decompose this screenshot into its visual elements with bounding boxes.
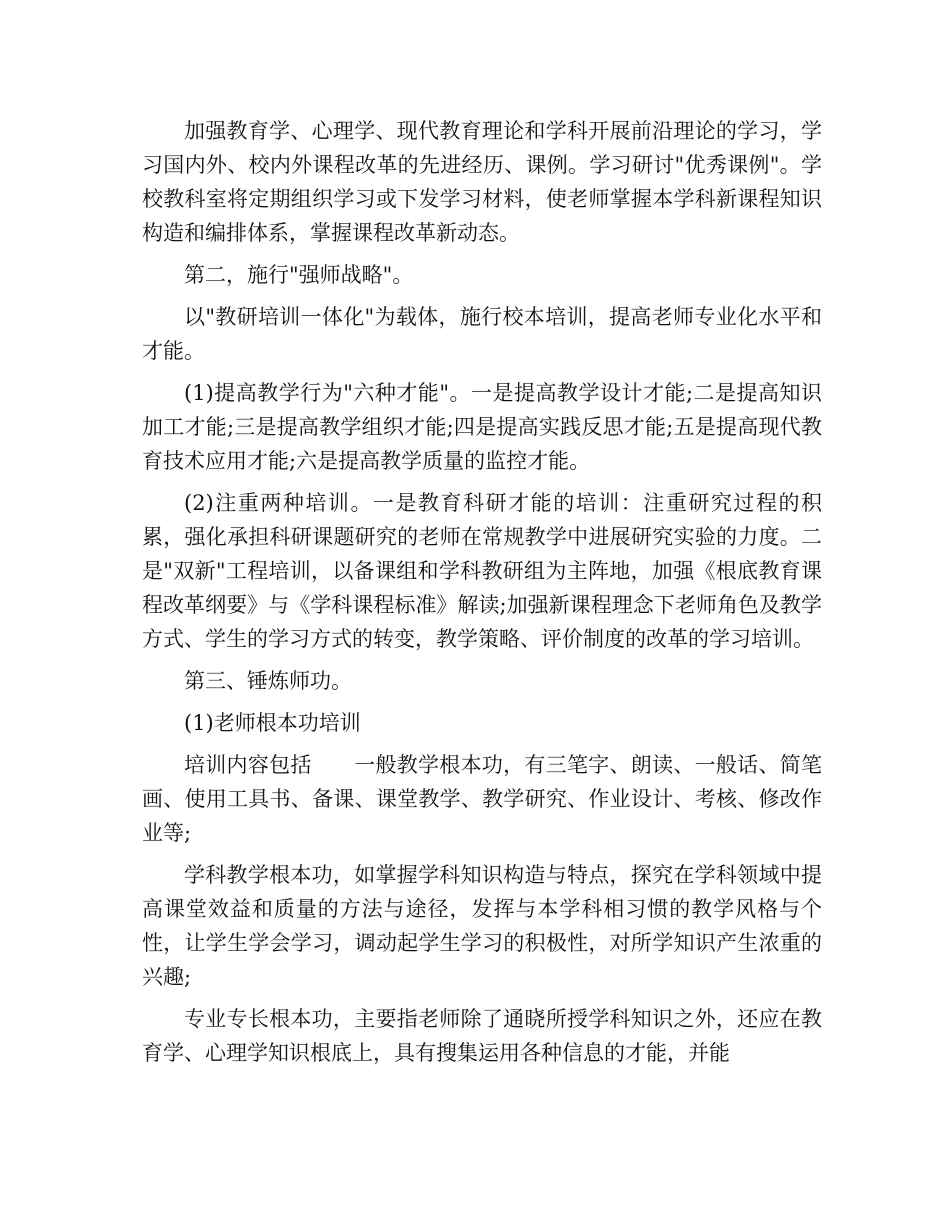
paragraph-2: 第二，施行"强师战略"。 bbox=[184, 263, 414, 287]
paragraph-5: (2)注重两种培训。一是教育科研才能的培训：注重研究过程的积累，强化承担科研课题研究的老师在常规教学中进展研究实验的力度。二是"双新"工程培训，以备课组和学科教研组为主阵地，加强《根底教育课程改革纲要》与《学科课程标准》解读;加强新课程理念下老师角色及教学方式、学生的学习方式的转变，教学策略、评价制度的改革的学习培训。 bbox=[142, 491, 822, 651]
paragraph-1: 加强教育学、心理学、现代教育理论和学科开展前沿理论的学习，学习国内外、校内外课程改革的先进经历、课例。学习研讨"优秀课例"。学校教科室将定期组织学习或下发学习材料，使老师掌握本学科新课程知识构造和编排体系，掌握课程改革新动态。 bbox=[142, 119, 822, 245]
document-body bbox=[142, 114, 822, 1070]
paragraph-9: 学科教学根本功，如掌握学科知识构造与特点，探究在学科领域中提高课堂效益和质量的方法与途径，发挥与本学科相习惯的教学风格与个性，让学生学会学习，调动起学生学习的积极性，对所学知识产生浓重的兴趣; bbox=[142, 863, 822, 989]
paragraph-7: (1)老师根本功培训 bbox=[184, 711, 361, 735]
paragraph-3: 以"教研培训一体化"为载体，施行校本培训，提高老师专业化水平和才能。 bbox=[142, 305, 822, 363]
paragraph-6: 第三、锤炼师功。 bbox=[184, 669, 352, 693]
paragraph-8: 培训内容包括 一般教学根本功，有三笔字、朗读、一般话、简笔画、使用工具书、备课、课堂教学、教学研究、作业设计、考核、修改作业等; bbox=[142, 753, 822, 845]
paragraph-4: (1)提高教学行为"六种才能"。一是提高教学设计才能;二是提高知识加工才能;三是提高教学组织才能;四是提高实践反思才能;五是提高现代教育技术应用才能;六是提高教学质量的监控才能。 bbox=[142, 381, 822, 473]
paragraph-10: 专业专长根本功，主要指老师除了通晓所授学科知识之外，还应在教育学、心理学知识根底上，具有搜集运用各种信息的才能，并能 bbox=[142, 1007, 822, 1065]
